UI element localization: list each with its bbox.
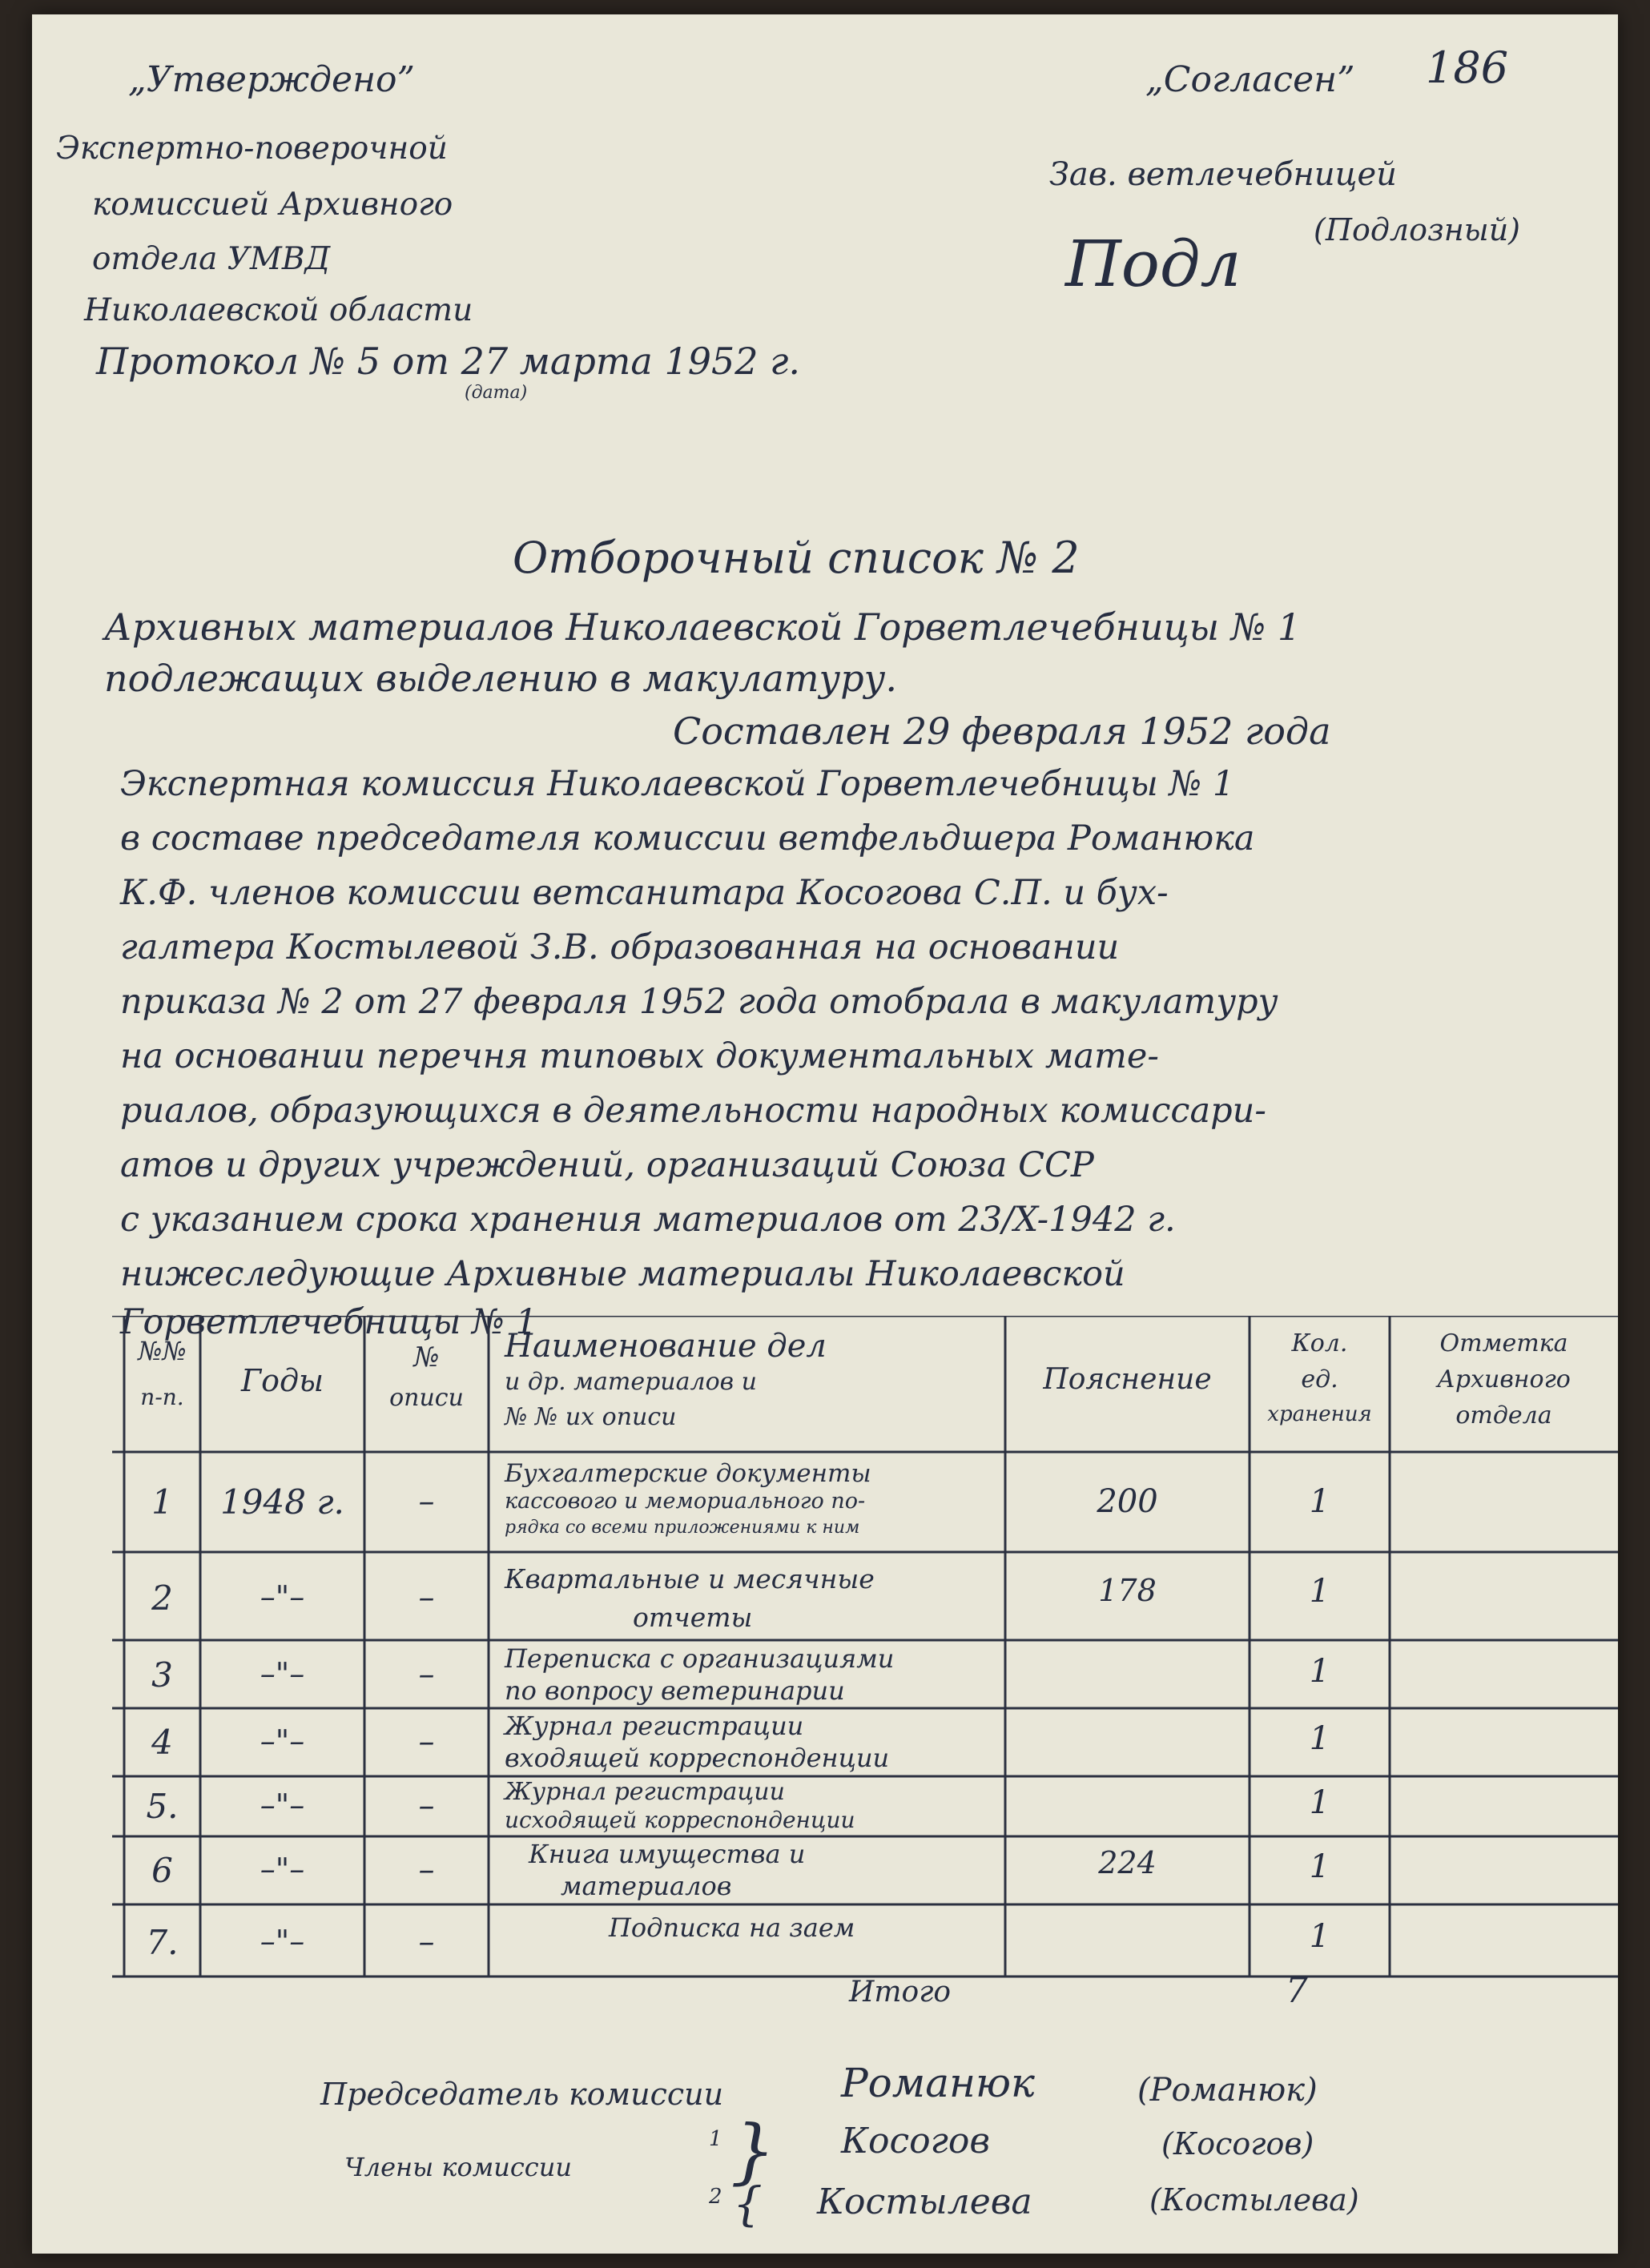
header-num-line-1: №№ — [138, 1336, 187, 1366]
row-3-count: 1 — [1309, 1653, 1330, 1690]
row-1-title-line-3: рядка со всеми приложениями к ним — [505, 1518, 860, 1538]
approval-protocol: Протокол № 5 от 27 марта 1952 г. — [96, 340, 801, 383]
chair-label: Председатель комиссии — [320, 2077, 724, 2112]
row-1-note: 200 — [1097, 1483, 1158, 1520]
row-5-year: –"– — [260, 1787, 305, 1823]
member-2-signature: Костылева — [817, 2182, 1032, 2222]
header-marks-line-3: отдела — [1455, 1401, 1552, 1430]
body-line-10: нижеследующие Архивные материалы Николаевской — [120, 1254, 1125, 1294]
body-line-7: риалов, образующихся в деятельности народных комиссари- — [120, 1091, 1266, 1131]
agreed-title: „Согласен” — [1145, 59, 1355, 100]
members-brace-lower: { — [733, 2177, 763, 2231]
row-2-count: 1 — [1309, 1573, 1330, 1610]
members-brace-upper: } — [730, 2109, 775, 2192]
agreed-position: Зав. ветлечебницей — [1049, 156, 1397, 193]
archive-materials-table — [112, 1316, 1618, 1997]
row-1-title-line-2: кассового и мемориального по- — [505, 1489, 866, 1514]
row-5-count: 1 — [1309, 1784, 1330, 1821]
row-4-num: 4 — [151, 1723, 173, 1762]
row-3-inventory: – — [418, 1656, 435, 1693]
body-line-9: с указанием срока хранения материалов от 23/X-1942 г. — [120, 1200, 1176, 1240]
agreed-signature: Подл — [1065, 227, 1242, 301]
header-inventory-line-1: № — [413, 1341, 440, 1373]
row-6-inventory: – — [418, 1852, 435, 1888]
body-line-3: К.Ф. членов комиссии ветсанитара Косогова С.П. и бух- — [120, 873, 1169, 913]
row-6-year: –"– — [260, 1852, 305, 1887]
row-1-year: 1948 г. — [220, 1482, 344, 1522]
approval-title: „Утверждено” — [128, 59, 416, 100]
row-2-inventory: – — [418, 1579, 435, 1616]
header-marks-line-1: Отметка — [1439, 1329, 1568, 1357]
header-title-line-1: Наименование дел — [505, 1328, 827, 1365]
row-3-title-line-1: Переписка с организациями — [505, 1643, 895, 1674]
row-6-count: 1 — [1309, 1848, 1330, 1885]
header-explanation: Пояснение — [1043, 1363, 1212, 1396]
header-title-line-3: № № их описи — [505, 1403, 677, 1431]
body-line-5: приказа № 2 от 27 февраля 1952 года отобрала в макулатуру — [120, 982, 1278, 1022]
header-title-line-2: и др. материалов и — [505, 1368, 757, 1396]
row-4-inventory: – — [418, 1723, 435, 1760]
row-4-title-line-2: входящей корреспонденции — [505, 1743, 890, 1773]
header-marks-line-2: Архивного — [1437, 1365, 1571, 1393]
row-1-inventory: – — [418, 1483, 435, 1520]
row-6-title-line-1: Книга имущества и — [529, 1839, 806, 1869]
row-5-title-line-1: Журнал регистрации — [505, 1778, 785, 1806]
row-6-note: 224 — [1098, 1845, 1157, 1880]
row-5-inventory: – — [418, 1787, 435, 1824]
document-subtitle-line-1: Архивных материалов Николаевской Горветлечебницы № 1 — [104, 605, 1302, 649]
member-1-signature: Косогов — [841, 2121, 991, 2161]
members-label: Члены комиссии — [344, 2152, 572, 2182]
row-4-year: –"– — [260, 1723, 305, 1759]
header-count-line-1: Кол. — [1291, 1329, 1348, 1357]
row-7-count: 1 — [1309, 1918, 1330, 1955]
body-line-4: галтера Костылевой З.В. образованная на основании — [120, 927, 1120, 967]
header-count-line-2: ед. — [1301, 1365, 1338, 1393]
row-1-num: 1 — [151, 1482, 173, 1522]
row-2-year: –"– — [260, 1579, 305, 1615]
row-7-inventory: – — [418, 1924, 435, 1960]
approval-line-3: отдела УМВД — [92, 241, 331, 277]
header-inventory-line-2: описи — [389, 1384, 464, 1412]
row-3-title-line-2: по вопросу ветеринарии — [505, 1675, 845, 1706]
table-total-value: 7 — [1286, 1970, 1308, 2011]
table-total-label: Итого — [849, 1976, 952, 2009]
row-3-year: –"– — [260, 1656, 305, 1691]
approval-line-2: комиссией Архивного — [92, 187, 453, 223]
row-7-year: –"– — [260, 1924, 305, 1959]
row-7-num: 7. — [146, 1923, 179, 1962]
row-2-num: 2 — [151, 1578, 173, 1618]
header-num-line-2: п-п. — [140, 1384, 184, 1410]
approval-line-4: Николаевской области — [84, 292, 473, 328]
chair-name: (Романюк) — [1137, 2072, 1318, 2109]
row-6-title-line-2: материалов — [561, 1871, 732, 1901]
body-line-11: Горветлечебницы № 1 — [120, 1302, 537, 1342]
row-5-title-line-2: исходящей корреспонденции — [505, 1807, 855, 1833]
body-line-6: на основании перечня типовых документальных мате- — [120, 1036, 1159, 1076]
header-count-line-3: хранения — [1267, 1402, 1372, 1426]
row-2-title-line-1: Квартальные и месячные — [505, 1563, 875, 1594]
row-2-note: 178 — [1098, 1573, 1157, 1608]
row-4-title-line-1: Журнал регистрации — [505, 1711, 804, 1741]
header-years: Годы — [240, 1363, 324, 1398]
page-number: 186 — [1426, 42, 1509, 93]
row-3-num: 3 — [151, 1655, 173, 1695]
body-line-2: в составе председателя комиссии ветфельдшера Романюка — [120, 818, 1255, 859]
member-2-mark: 2 — [709, 2185, 722, 2209]
document-subtitle-line-2: подлежащих выделению в макулатуру. — [104, 657, 897, 700]
row-1-count: 1 — [1309, 1483, 1330, 1520]
body-line-8: атов и других учреждений, организаций Союза ССР — [120, 1145, 1094, 1185]
row-2-title-line-2: отчеты — [633, 1602, 753, 1633]
row-7-title-line-1: Подписка на заем — [609, 1912, 855, 1943]
row-4-count: 1 — [1309, 1720, 1330, 1757]
member-1-name: (Косогов) — [1161, 2126, 1314, 2161]
row-1-title-line-1: Бухгалтерские документы — [505, 1459, 871, 1488]
document-title: Отборочный список № 2 — [513, 533, 1080, 583]
member-2-name: (Костылева) — [1149, 2182, 1359, 2218]
body-line-1: Экспертная комиссия Николаевской Горветлечебницы № 1 — [120, 764, 1235, 804]
row-5-num: 5. — [146, 1787, 179, 1826]
approval-date-hint: (дата) — [465, 383, 528, 403]
archive-document-sheet — [32, 14, 1618, 2254]
chair-signature: Романюк — [841, 2060, 1035, 2106]
row-6-num: 6 — [151, 1851, 173, 1890]
document-compiled-date: Составлен 29 февраля 1952 года — [673, 710, 1331, 753]
member-1-mark: 1 — [709, 2127, 722, 2151]
agreed-name: (Подлозный) — [1314, 212, 1521, 247]
approval-line-1: Экспертно-поверочной — [56, 131, 448, 167]
